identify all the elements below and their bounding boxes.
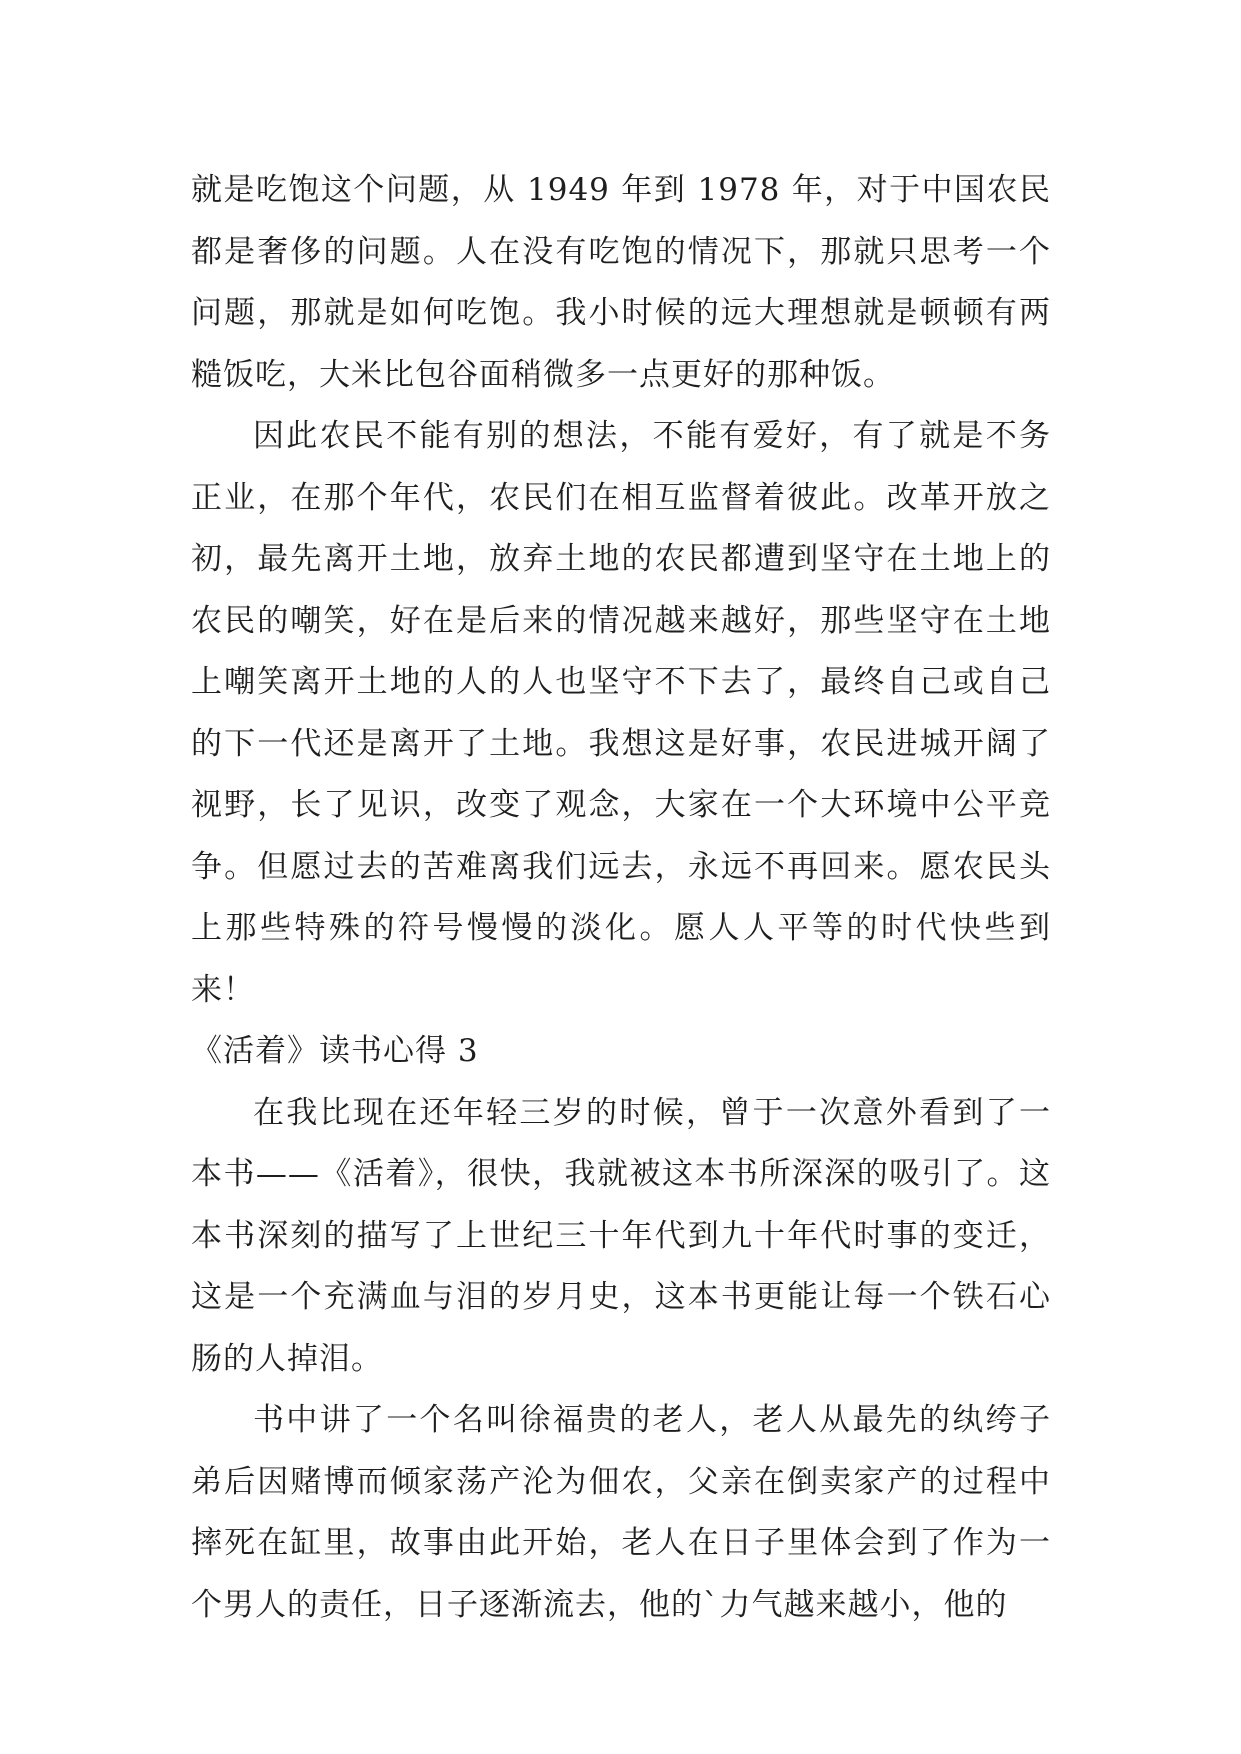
paragraph: 在我比现在还年轻三岁的时候，曾于一次意外看到了一本书——《活着》，很快，我就被这本书所深深的吸引了。这本书深刻的描写了上世纪三十年代到九十年代时事的变迁，这是一个充满血与泪的岁月史，这本书更能让每一个铁石心肠的人掉泪。 xyxy=(191,1094,1051,1377)
paragraph: 因此农民不能有别的想法，不能有爱好，有了就是不务正业，在那个年代，农民们在相互监督着彼此。改革开放之初，最先离开土地，放弃土地的农民都遭到坚守在土地上的农民的嘲笑，好在是后来的情况越来越好，那些坚守在土地上嘲笑离开土地的人的人也坚守不下去了，最终自己或自己的下一代还是离开了土地。我想这是好事，农民进城开阔了视野，长了见识，改变了观念，大家在一个大环境中公平竞争。但愿过去的苦难离我们远去，永远不再回来。愿农民头上那些特殊的符号慢慢的淡化。愿人人平等的时代快些到来！ xyxy=(191,418,1051,1008)
paragraph: 就是吃饱这个问题，从 1949 年到 1978 年，对于中国农民都是奢侈的问题。人在没有吃饱的情况下，那就只思考一个问题，那就是如何吃饱。我小时候的远大理想就是顿顿有两糙饭吃，大米比包谷面稍微多一点更好的那种饭。 xyxy=(191,172,1051,393)
document-body xyxy=(191,160,1051,1636)
paragraph: 书中讲了一个名叫徐福贵的老人，老人从最先的纨绔子弟后因赌博而倾家荡产沦为佃农，父亲在倒卖家产的过程中摔死在缸里，故事由此开始，老人在日子里体会到了作为一个男人的责任，日子逐渐流去，他的`力气越来越小，他的 xyxy=(191,1402,1051,1623)
section-heading: 《活着》读书心得 3 xyxy=(191,1033,479,1069)
